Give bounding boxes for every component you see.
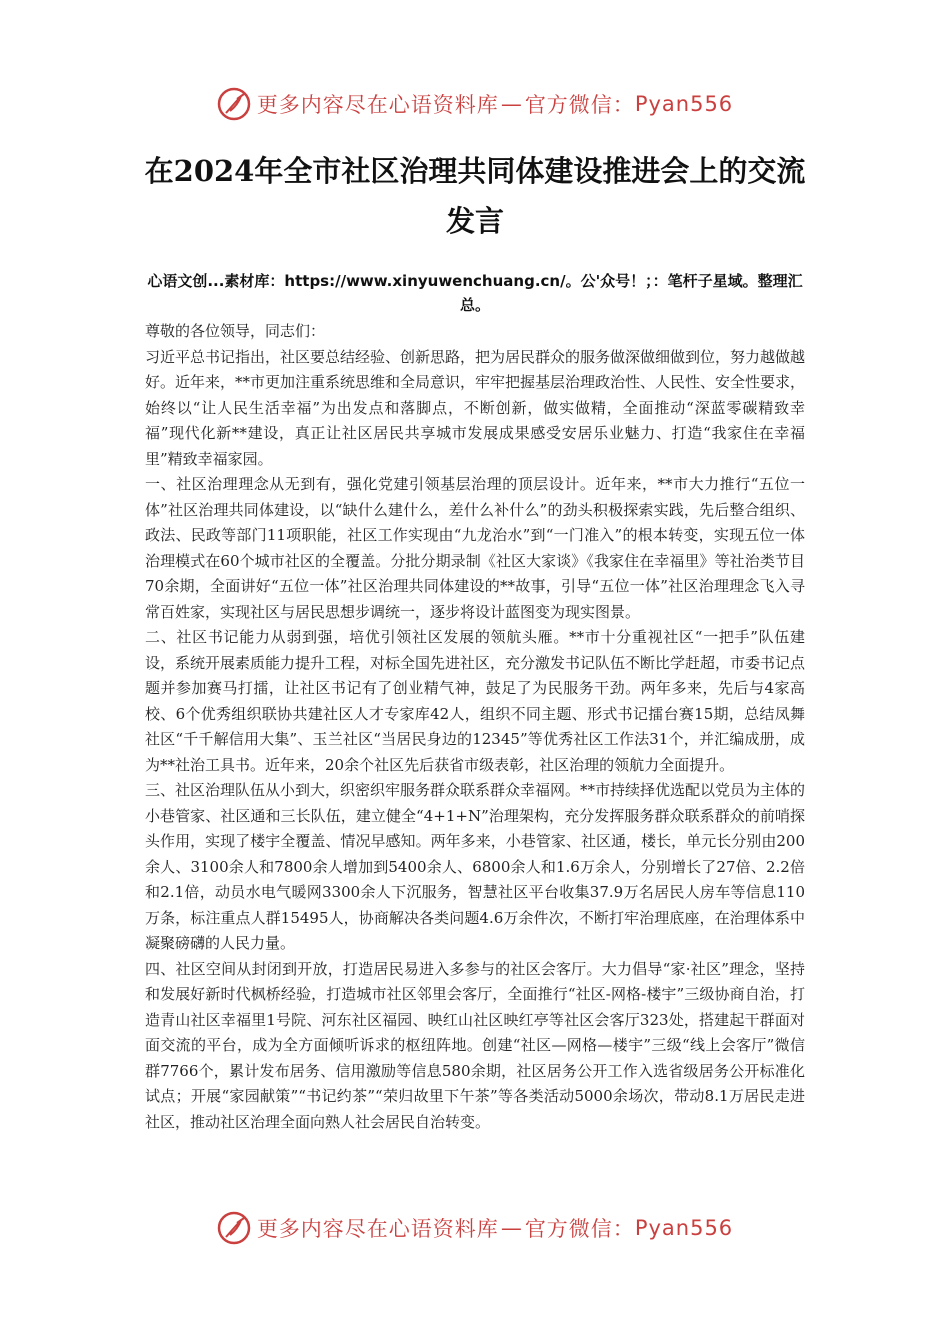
document-title: 在2024年全市社区治理共同体建设推进会上的交流发言 — [144, 154, 806, 238]
paragraph-4: 四、社区空间从封闭到开放，打造居民易进入多参与的社区会客厅。大力倡导“家·社区”理念，坚持和发展好新时代枫桥经验，打造城市社区邻里会客厅，全面推行“社区-网格-楼宇”三级协商自治，打造青山社区幸福里1号院、河东社区福园、映红山社区映红亭等社区会客厅323处，搭建起干群面对面交流的平台，成为全方面倾听诉求的枢纽阵地。创建“社区—网格—楼宇”三级“线上会客厅”微信群7766个，累计发布居务、信用激励等信息580余期，社区居务公开工作入选省级居务公开标准化试点；开展“家园献策”“书记约茶”“荣归故里下午茶”等各类活动5000余场次，带动8.1万居民走进社区，推动社区治理全面向熟人社会居民自治转变。 — [145, 959, 805, 1131]
paragraph-intro: 习近平总书记指出，社区要总结经验、创新思路，把为居民群众的服务做深做细做到位，努力越做越好。近年来，**市更加注重系统思维和全局意识，牢牢把握基层治理政治性、人民性、安全性要求，始终以“让人民生活幸福”为出发点和落脚点，不断创新，做实做精，全面推动“深蓝零碳精致幸福”现代化新**建设，真正让社区居民共享城市发展成果感受安居乐业魅力、打造“我家住在幸福里”精致幸福家园。 — [145, 347, 806, 468]
source-line: 心语文创...素材库：https://www.xinyuwenchuang.cn/。公'众号！；：笔杆子星域。整理汇总。 — [147, 272, 803, 314]
quill-logo-icon — [217, 87, 251, 121]
paragraph-2: 二、社区书记能力从弱到强，培优引领社区发展的领航头雁。**市十分重视社区“一把手”队伍建设，系统开展素质能力提升工程，对标全国先进社区，充分激发书记队伍不断比学赶超，市委书记点题并参加赛马打擂，让社区书记有了创业精气神，鼓足了为民服务干劲。两年多来，先后与4家高校、6个优秀组织联协共建社区人才专家库42人，组织不同主题、形式书记擂台赛15期，总结凤舞社区“千千解信用大集”、玉兰社区“当居民身边的12345”等优秀社区工作法31个，并汇编成册，成为**社治工具书。近年来，20余个社区先后获省市级表彰，社区治理的领航力全面提升。 — [145, 628, 806, 774]
footer-banner — [0, 1208, 950, 1248]
banner-separator: — — [500, 1216, 523, 1240]
header-banner — [0, 84, 950, 124]
banner-wechat-label: 官方微信： — [524, 1217, 635, 1241]
banner-text: 更多内容尽在心语资料库 — [256, 93, 499, 117]
banner-wechat-label: 官方微信： — [524, 93, 635, 117]
banner-wechat-id: Pyan556 — [634, 1216, 734, 1240]
quill-logo-icon — [217, 1211, 251, 1245]
paragraph-3: 三、社区治理队伍从小到大，织密织牢服务群众联系群众幸福网。**市持续择优选配以党员为主体的小巷管家、社区通和三长队伍，建立健全“4+1+N”治理架构，充分发挥服务群众联系群众的前哨探头作用，实现了楼宇全覆盖、情况早感知。两年多来，小巷管家、社区通，楼长，单元长分别由200余人、3100余人和7800余人增加到5400余人、6800余人和1.6万余人，分别增长了27倍、2.2倍和2.1倍，动员水电气暖网3300余人下沉服务，智慧社区平台收集37.9万名居民人房车等信息110万条，标注重点人群15495人，协商解决各类问题4.6万余件次，不断打牢治理底座，在治理体系中凝聚磅礴的人民力量。 — [145, 781, 806, 952]
salutation: 尊敬的各位领导，同志们： — [145, 322, 326, 340]
banner-separator: — — [500, 92, 523, 116]
banner-wechat-id: Pyan556 — [634, 92, 734, 116]
paragraph-1: 一、社区治理理念从无到有，强化党建引领基层治理的顶层设计。近年来，**市大力推行“五位一体”社区治理共同体建设，以“缺什么建什么，差什么补什么”的劲头积极探索实践，先后整合组织、政法、民政等部门11项职能，社区工作实现由“九龙治水”到“一门准入”的根本转变，实现五位一体治理模式在60个城市社区的全覆盖。分批分期录制《社区大家谈》《我家住在幸福里》等社治类节目70余期，全面讲好“五位一体”社区治理共同体建设的**故事，引导“五位一体”社区治理理念飞入寻常百姓家，实现社区与居民思想步调统一，逐步将设计蓝图变为现实图景。 — [145, 475, 805, 621]
banner-text: 更多内容尽在心语资料库 — [256, 1217, 499, 1241]
document-body — [145, 319, 805, 1135]
